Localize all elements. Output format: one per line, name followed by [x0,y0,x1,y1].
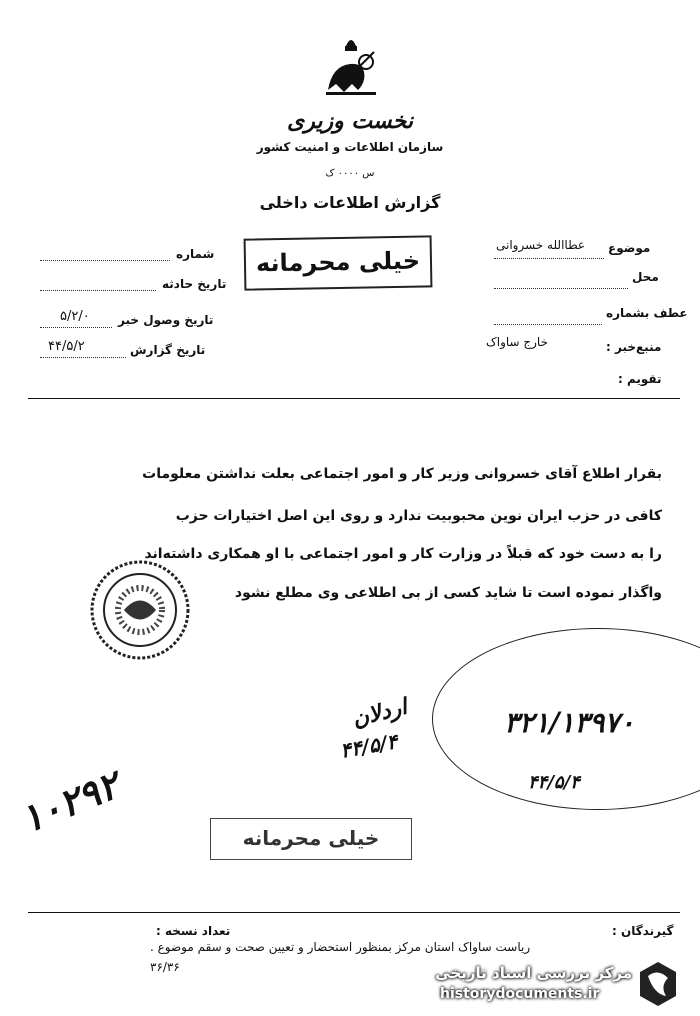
handwritten-margin-number: ۱۰۲۹۲ [14,761,126,842]
subject-label: موضوع [608,241,651,255]
classification-stamp-text: خیلی محرمانه [255,246,421,278]
history-documents-logo-icon [636,960,680,1008]
reference-label: عطف بشماره [606,306,688,320]
location-dots [494,276,628,289]
report-date-label: تاریخ گزارش [130,343,206,357]
receipt-date-value: ۵/۲/۰ [60,309,90,324]
doc-code: ۳۶/۳۶ [150,960,180,974]
report-date-value: ۴۴/۵/۲ [48,339,85,354]
copies-label: تعداد نسخه : [156,924,231,938]
watermark [432,960,682,1010]
incident-date-dots [40,278,156,291]
seal-stamp-icon [80,555,200,665]
classification-stamp-2-text: خیلی محرمانه [242,826,380,850]
evaluation-label: تقویم : [618,372,662,386]
recipient-line: ریاست ساواک استان مرکز بمنظور استحضار و تعیین صحت و سقم موضوع . [150,940,531,954]
classification-stamp [244,235,433,290]
body-line-2: کافی در حزب ایران نوین محبوبیت ندارد و روی این اصل اختیارات حزب [175,508,662,524]
watermark-url: historydocuments.ir [440,986,600,1002]
org-code: س ۰۰۰۰ ک [325,168,375,179]
body-line-3: را به دست خود که قبلاً در وزارت کار و امور اجتماعی با او همکاری داشته‌اند [144,546,662,562]
receipt-date-label: تاریخ وصول خبر [118,313,214,327]
header-divider [28,398,680,399]
org-subtitle: سازمان اطلاعات و امنیت کشور [256,140,444,154]
number-label: شماره [176,247,215,261]
subject-value: عطاالله خسروانی [496,238,586,252]
number-dots [40,248,170,261]
org-title: نخست وزیری [287,108,413,134]
watermark-title: مرکز بررسی اسناد تاریخی [435,964,632,982]
report-title: گزارش اطلاعات داخلی [259,193,441,212]
body-line-1: بقرار اطلاع آقای خسروانی وزیر کار و امور اجتماعی بعلت نداشتن معلومات [142,466,662,482]
location-label: محل [632,270,659,284]
handwritten-date-2: ۴۴/۵/۴ [528,772,580,793]
reference-dots [494,312,602,325]
handwritten-file-number: ۳۲۱/۱۳۹۷۰ [504,706,635,739]
classification-stamp-2 [210,818,412,860]
handwritten-date-1: ۴۴/۵/۴ [338,729,400,763]
source-label: منبع‌خبر : [606,340,662,354]
recipients-label: گیرندگان : [612,924,674,938]
handwritten-signature: اردلان [349,693,410,733]
body-line-4: واگذار نموده است تا شاید کسی از بی اطلاعی وی مطلع نشود [234,585,662,601]
source-value: خارج ساواک [486,335,549,349]
lion-and-sun-emblem-icon [322,32,380,102]
incident-date-label: تاریخ حادثه [162,277,227,291]
footer-divider [28,912,680,913]
